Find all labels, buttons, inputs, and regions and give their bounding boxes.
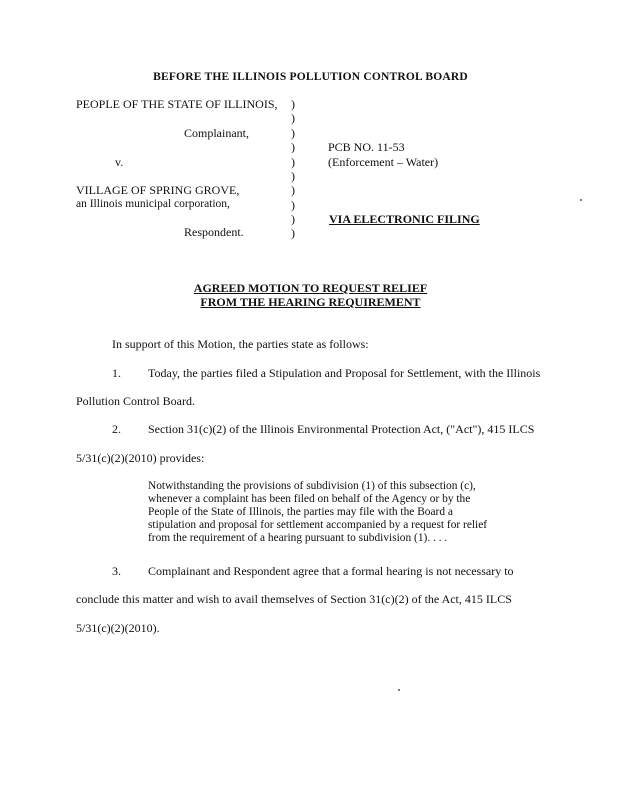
para3-line1: Complainant and Respondent agree that a formal hearing is not necessary to — [148, 564, 514, 578]
quote-line: People of the State of Illinois, the parties may file with the Board a — [148, 506, 453, 518]
para3-line2: conclude this matter and wish to avail themselves of Section 31(c)(2) of the Act, 415 ILCS — [76, 592, 512, 606]
para2-line1: Section 31(c)(2) of the Illinois Environmental Protection Act, ("Act"), 415 ILCS — [148, 422, 535, 436]
para3-line3: 5/31(c)(2)(2010). — [76, 621, 160, 635]
scan-speck — [580, 199, 582, 201]
defendant-description: an Illinois municipal corporation, — [76, 198, 230, 210]
caption-paren: ) — [291, 212, 295, 226]
defendant-role: Respondent. — [184, 225, 244, 239]
caption-paren: ) — [291, 155, 295, 169]
caption-paren: ) — [291, 126, 295, 140]
caption-paren: ) — [291, 140, 295, 154]
caption-paren: ) — [291, 97, 295, 111]
caption-paren: ) — [291, 183, 295, 197]
quote-line: stipulation and proposal for settlement accompanied by a request for relief — [148, 519, 488, 531]
filing-note: VIA ELECTRONIC FILING — [329, 212, 480, 226]
quote-line: Notwithstanding the provisions of subdivision (1) of this subsection (c), — [148, 480, 476, 492]
para2-number: 2. — [112, 422, 121, 436]
para1-number: 1. — [112, 366, 121, 380]
scan-speck — [398, 689, 400, 691]
defendant-name: VILLAGE OF SPRING GROVE, — [76, 183, 240, 197]
para1-line1: Today, the parties filed a Stipulation and Proposal for Settlement, with the Illinois — [148, 366, 541, 380]
motion-title-line1: AGREED MOTION TO REQUEST RELIEF — [193, 281, 428, 295]
case-type: (Enforcement – Water) — [328, 155, 439, 169]
intro-text: In support of this Motion, the parties state as follows: — [112, 337, 369, 351]
versus: v. — [115, 155, 124, 169]
para1-line2: Pollution Control Board. — [76, 394, 196, 408]
plaintiff-name: PEOPLE OF THE STATE OF ILLINOIS, — [76, 97, 278, 111]
caption-paren: ) — [291, 111, 295, 125]
board-title: BEFORE THE ILLINOIS POLLUTION CONTROL BOARD — [153, 71, 468, 83]
para2-line2: 5/31(c)(2)(2010) provides: — [76, 451, 205, 465]
quote-line: from the requirement of a hearing pursuant to subdivision (1). . . . — [148, 532, 448, 544]
plaintiff-role: Complainant, — [184, 126, 249, 140]
caption-paren: ) — [291, 226, 295, 240]
motion-title-line2: FROM THE HEARING REQUIREMENT — [200, 295, 421, 309]
case-number: PCB NO. 11-53 — [328, 140, 405, 154]
caption-paren: ) — [291, 169, 295, 183]
quote-line: whenever a complaint has been filed on behalf of the Agency or by the — [148, 493, 471, 505]
caption-paren: ) — [291, 198, 295, 212]
para3-number: 3. — [112, 564, 121, 578]
